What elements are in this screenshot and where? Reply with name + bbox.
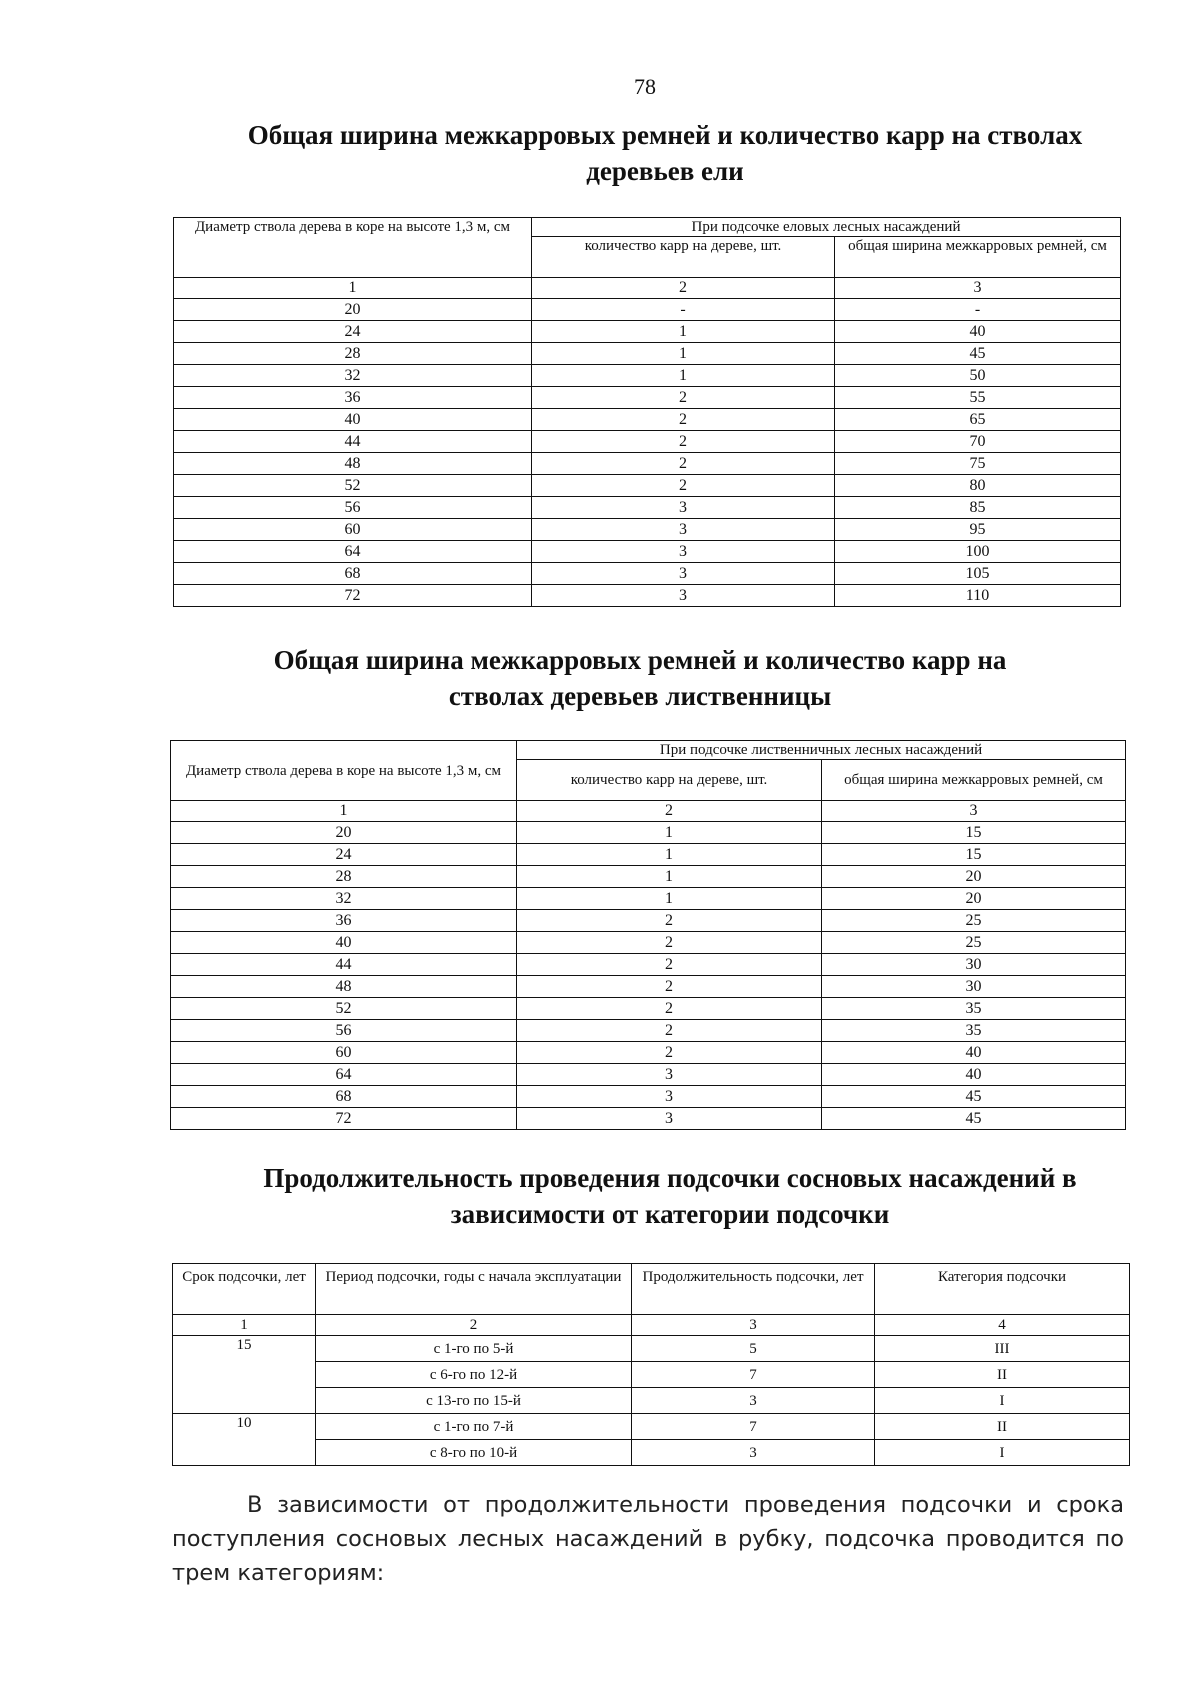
duration-table-title: Продолжительность проведения подсочки сосновых насаждений в зависимости от категории подсочки	[263, 1163, 1077, 1229]
count-cell: 2	[517, 998, 822, 1020]
width-cell: 20	[822, 888, 1126, 910]
duration-cell: 5	[632, 1336, 875, 1362]
count-header: количество карр на дереве, шт.	[532, 237, 835, 278]
group-header: При подсочке лиственничных лесных насаждений	[517, 741, 1126, 760]
count-cell: 3	[532, 497, 835, 519]
column-number: 1	[173, 1315, 316, 1336]
category-cell: I	[875, 1388, 1130, 1414]
count-cell: 2	[532, 431, 835, 453]
spruce-table	[173, 217, 1121, 607]
diameter-cell: 44	[171, 954, 517, 976]
table-row	[171, 1086, 1126, 1108]
width-cell: 25	[822, 932, 1126, 954]
spruce-table-body	[174, 218, 1121, 607]
duration-cell: 7	[632, 1414, 875, 1440]
width-cell: 40	[822, 1042, 1126, 1064]
count-cell: 1	[532, 343, 835, 365]
width-cell: 20	[822, 866, 1126, 888]
count-cell: 3	[517, 1086, 822, 1108]
term-header: Срок подсочки, лет	[173, 1264, 316, 1315]
diameter-cell: 20	[171, 822, 517, 844]
count-cell: 2	[517, 1042, 822, 1064]
duration-cell: 3	[632, 1388, 875, 1414]
count-cell: 1	[517, 844, 822, 866]
table-row	[174, 343, 1121, 365]
count-cell: 3	[532, 519, 835, 541]
table-row	[173, 1414, 1130, 1440]
table-row	[174, 409, 1121, 431]
table-header-row	[173, 1264, 1130, 1315]
spruce-table-title: Общая ширина межкарровых ремней и количество карр на стволах деревьев ели	[247, 120, 1083, 186]
table-row	[173, 1440, 1130, 1466]
category-header: Категория подсочки	[875, 1264, 1130, 1315]
count-header: количество карр на дереве, шт.	[517, 760, 822, 801]
diameter-cell: 24	[171, 844, 517, 866]
width-cell: 75	[835, 453, 1121, 475]
table-row	[174, 497, 1121, 519]
width-cell: -	[835, 299, 1121, 321]
table-row	[174, 321, 1121, 343]
duration-cell: 3	[632, 1440, 875, 1466]
width-cell: 55	[835, 387, 1121, 409]
diameter-cell: 36	[174, 387, 532, 409]
category-cell: I	[875, 1440, 1130, 1466]
diameter-cell: 28	[171, 866, 517, 888]
count-cell: 1	[532, 365, 835, 387]
table-header-row	[174, 218, 1121, 237]
column-number: 2	[316, 1315, 632, 1336]
table-row	[173, 1336, 1130, 1362]
width-cell: 80	[835, 475, 1121, 497]
table-row	[171, 822, 1126, 844]
column-number: 2	[517, 801, 822, 822]
period-cell: с 8-го по 10-й	[316, 1440, 632, 1466]
column-number: 3	[822, 801, 1126, 822]
width-cell: 110	[835, 585, 1121, 607]
period-header: Период подсочки, годы с начала эксплуатации	[316, 1264, 632, 1315]
diameter-cell: 40	[171, 932, 517, 954]
count-cell: 2	[532, 475, 835, 497]
diameter-cell: 48	[174, 453, 532, 475]
table-row	[171, 888, 1126, 910]
diameter-cell: 72	[171, 1108, 517, 1130]
width-cell: 65	[835, 409, 1121, 431]
diameter-cell: 32	[171, 888, 517, 910]
duration-table-body	[173, 1264, 1130, 1466]
table-row	[174, 431, 1121, 453]
table-row	[173, 1388, 1130, 1414]
table-row	[174, 541, 1121, 563]
diameter-cell: 36	[171, 910, 517, 932]
larch-table-body	[171, 741, 1126, 1130]
larch-table-title: Общая ширина межкарровых ремней и количество карр на стволах деревьев лиственницы	[273, 645, 1007, 711]
count-cell: 3	[517, 1108, 822, 1130]
column-number: 3	[835, 278, 1121, 299]
diameter-cell: 52	[171, 998, 517, 1020]
width-cell: 50	[835, 365, 1121, 387]
width-cell: 40	[822, 1064, 1126, 1086]
width-cell: 30	[822, 976, 1126, 998]
width-cell: 45	[822, 1108, 1126, 1130]
width-cell: 45	[835, 343, 1121, 365]
diameter-cell: 64	[174, 541, 532, 563]
period-cell: с 6-го по 12-й	[316, 1362, 632, 1388]
table-row	[171, 1108, 1126, 1130]
body-paragraph: В зависимости от продолжительности проведения подсочки и срока поступления сосновых лесных насаждений в рубку, подсочка проводится по трем категориям:	[172, 1492, 1124, 1586]
count-cell: -	[532, 299, 835, 321]
column-number-row	[174, 278, 1121, 299]
table-row	[171, 932, 1126, 954]
group-header: При подсочке еловых лесных насаждений	[532, 218, 1121, 237]
diameter-cell: 28	[174, 343, 532, 365]
count-cell: 2	[517, 976, 822, 998]
diameter-cell: 44	[174, 431, 532, 453]
column-number-row	[173, 1315, 1130, 1336]
count-cell: 3	[532, 585, 835, 607]
width-cell: 100	[835, 541, 1121, 563]
duration-header: Продолжительность подсочки, лет	[632, 1264, 875, 1315]
width-cell: 95	[835, 519, 1121, 541]
table-row	[171, 976, 1126, 998]
count-cell: 2	[532, 387, 835, 409]
count-cell: 2	[517, 954, 822, 976]
table-row	[171, 844, 1126, 866]
diameter-cell: 48	[171, 976, 517, 998]
width-cell: 40	[835, 321, 1121, 343]
width-cell: 15	[822, 844, 1126, 866]
column-number: 1	[171, 801, 517, 822]
table-row	[174, 475, 1121, 497]
page-number: 78	[634, 74, 656, 99]
width-cell: 15	[822, 822, 1126, 844]
table-row	[171, 1064, 1126, 1086]
table-row	[171, 998, 1126, 1020]
table-header-row	[171, 741, 1126, 760]
column-number: 2	[532, 278, 835, 299]
term-cell: 15	[173, 1336, 316, 1414]
diameter-cell: 32	[174, 365, 532, 387]
larch-table	[170, 740, 1126, 1130]
count-cell: 2	[517, 932, 822, 954]
count-cell: 2	[532, 453, 835, 475]
width-cell: 35	[822, 1020, 1126, 1042]
width-header: общая ширина межкарровых ремней, см	[835, 237, 1121, 278]
table-row	[171, 954, 1126, 976]
diameter-cell: 60	[174, 519, 532, 541]
count-cell: 1	[517, 866, 822, 888]
width-cell: 85	[835, 497, 1121, 519]
diameter-cell: 64	[171, 1064, 517, 1086]
term-cell: 10	[173, 1414, 316, 1466]
diameter-header: Диаметр ствола дерева в коре на высоте 1,3 м, см	[174, 218, 532, 278]
width-cell: 25	[822, 910, 1126, 932]
width-cell: 105	[835, 563, 1121, 585]
width-header: общая ширина межкарровых ремней, см	[822, 760, 1126, 801]
count-cell: 1	[517, 822, 822, 844]
count-cell: 2	[517, 910, 822, 932]
table-row	[171, 1020, 1126, 1042]
duration-cell: 7	[632, 1362, 875, 1388]
width-cell: 35	[822, 998, 1126, 1020]
table-row	[174, 365, 1121, 387]
width-cell: 70	[835, 431, 1121, 453]
table-row	[171, 910, 1126, 932]
count-cell: 3	[532, 541, 835, 563]
diameter-cell: 20	[174, 299, 532, 321]
count-cell: 1	[532, 321, 835, 343]
period-cell: с 1-го по 7-й	[316, 1414, 632, 1440]
diameter-cell: 68	[174, 563, 532, 585]
diameter-cell: 60	[171, 1042, 517, 1064]
category-cell: II	[875, 1362, 1130, 1388]
table-row	[174, 519, 1121, 541]
count-cell: 3	[517, 1064, 822, 1086]
period-cell: с 13-го по 15-й	[316, 1388, 632, 1414]
diameter-cell: 68	[171, 1086, 517, 1108]
count-cell: 2	[532, 409, 835, 431]
table-row	[173, 1362, 1130, 1388]
column-number-row	[171, 801, 1126, 822]
width-cell: 45	[822, 1086, 1126, 1108]
column-number: 1	[174, 278, 532, 299]
duration-table	[172, 1263, 1130, 1466]
category-cell: III	[875, 1336, 1130, 1362]
diameter-header: Диаметр ствола дерева в коре на высоте 1,3 м, см	[171, 741, 517, 801]
table-row	[171, 1042, 1126, 1064]
column-number: 3	[632, 1315, 875, 1336]
table-row	[171, 866, 1126, 888]
table-row	[174, 453, 1121, 475]
diameter-cell: 24	[174, 321, 532, 343]
category-cell: II	[875, 1414, 1130, 1440]
table-row	[174, 387, 1121, 409]
diameter-cell: 72	[174, 585, 532, 607]
diameter-cell: 56	[171, 1020, 517, 1042]
count-cell: 1	[517, 888, 822, 910]
column-number: 4	[875, 1315, 1130, 1336]
diameter-cell: 56	[174, 497, 532, 519]
diameter-cell: 52	[174, 475, 532, 497]
table-row	[174, 585, 1121, 607]
width-cell: 30	[822, 954, 1126, 976]
count-cell: 2	[517, 1020, 822, 1042]
table-row	[174, 299, 1121, 321]
diameter-cell: 40	[174, 409, 532, 431]
table-row	[174, 563, 1121, 585]
period-cell: с 1-го по 5-й	[316, 1336, 632, 1362]
count-cell: 3	[532, 563, 835, 585]
